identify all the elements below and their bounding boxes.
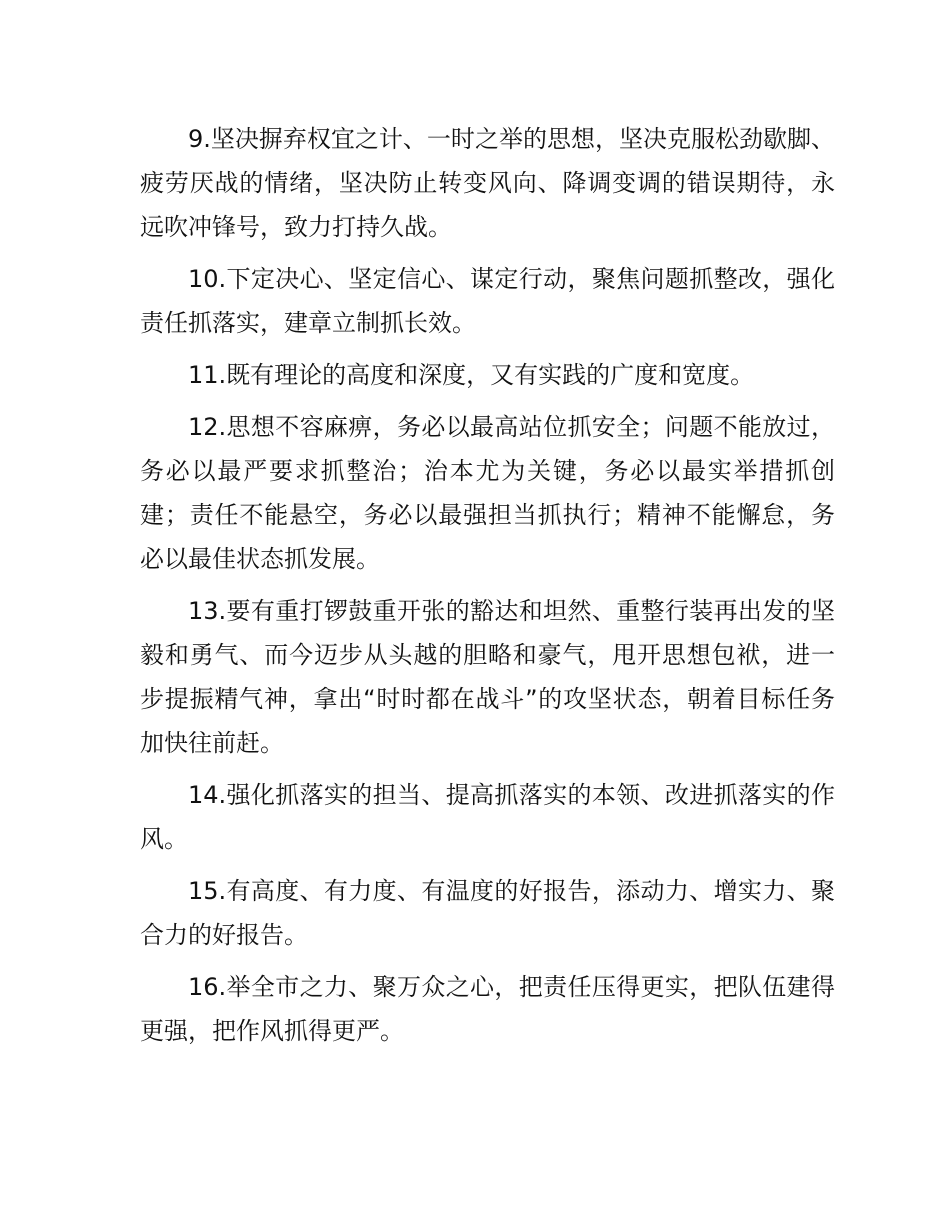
paragraph-10: 10.下定决心、坚定信心、谋定行动，聚焦问题抓整改，强化责任抓落实，建章立制抓长效。 [140,265,835,337]
paragraph-12: 12.思想不容麻痹，务必以最高站位抓安全；问题不能放过，务必以最严要求抓整治；治本尤为关键，务必以最实举措抓创建；责任不能悬空，务必以最强担当抓执行；精神不能懈怠，务必以最佳状态抓发展。 [140,413,835,573]
paragraph-11: 11.既有理论的高度和深度，又有实践的广度和宽度。 [188,361,755,389]
document-body [140,117,835,1061]
paragraph-13: 13.要有重打锣鼓重开张的豁达和坦然、重整行装再出发的坚毅和勇气、而今迈步从头越的胆略和豪气，甩开思想包袱，进一步提振精气神，拿出“时时都在战斗”的攻坚状态，朝着目标任务加快往前赶。 [140,597,835,757]
paragraph-15: 15.有高度、有力度、有温度的好报告，添动力、增实力、聚合力的好报告。 [140,877,835,949]
paragraph-16: 16.举全市之力、聚万众之心，把责任压得更实，把队伍建得更强，把作风抓得更严。 [140,973,835,1045]
paragraph-9: 9.坚决摒弃权宜之计、一时之举的思想，坚决克服松劲歇脚、疲劳厌战的情绪，坚决防止转变风向、降调变调的错误期待，永远吹冲锋号，致力打持久战。 [140,125,835,241]
paragraph-14: 14.强化抓落实的担当、提高抓落实的本领、改进抓落实的作风。 [140,781,835,853]
